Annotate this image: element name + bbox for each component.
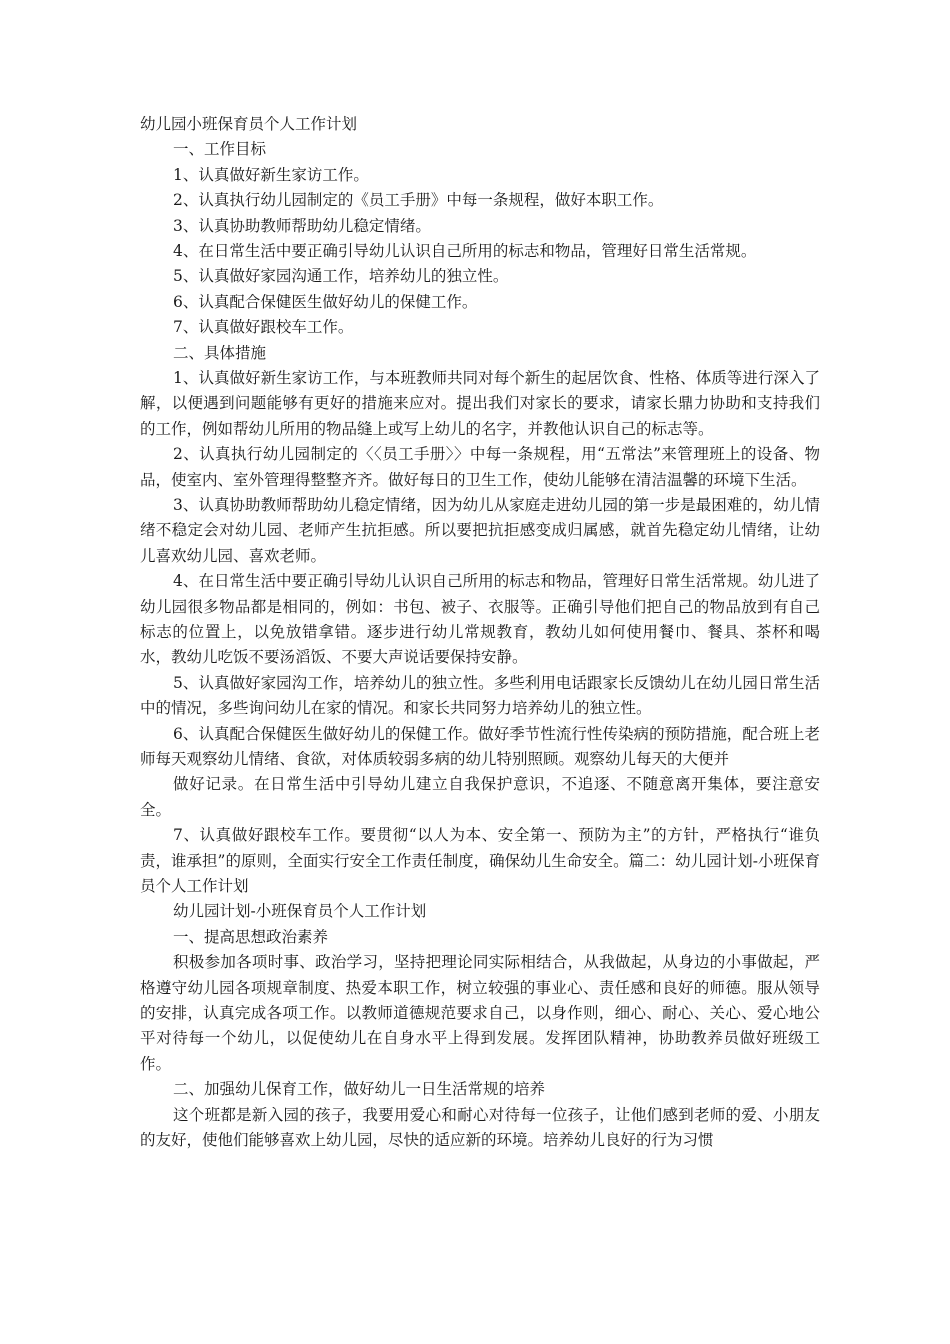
section-heading-goals: 一、工作目标 (173, 140, 267, 159)
goal-item: 7、认真做好跟校车工作。 (173, 318, 354, 337)
document-title: 幼儿园小班保育员个人工作计划 (140, 115, 358, 133)
part2-paragraph-care: 这个班都是新入园的孩子，我要用爱心和耐心对待每一位孩子，让他们感到老师的爱、小朋友的友好，使他们能够喜欢上幼儿园，尽快的适应新的环境。培养幼儿良好的行为习惯 (140, 1105, 820, 1150)
goal-item: 1、认真做好新生家访工作。 (173, 165, 369, 184)
goal-item: 5、认真做好家园沟通工作，培养幼儿的独立性。 (173, 267, 509, 286)
part2-heading-care: 二、加强幼儿保育工作，做好幼儿一日生活常规的培养 (173, 1080, 546, 1099)
measure-paragraph: 2、认真执行幼儿园制定的〈〈员工手册〉〉中每一条规程，用“五常法”来管理班上的设备、物品，使室内、室外管理得整整齐齐。做好每日的卫生工作，使幼儿能够在清洁温馨的环境下生活。 (140, 445, 820, 489)
goal-item: 2、认真执行幼儿园制定的《员工手册》中每一条规程，做好本职工作。 (173, 191, 664, 210)
measure-paragraph: 4、在日常生活中要正确引导幼儿认识自己所用的标志和物品，管理好日常生活常规。幼儿进了幼儿园很多物品都是相同的，例如：书包、被子、衣服等。正确引导他们把自己的物品放到有自己标志的位置上，以免放错拿错。逐步进行幼儿常规教育，教幼儿如何使用餐巾、餐具、茶杯和喝水，教幼儿吃饭不要汤滔饭、不要大声说话要保持安静。 (140, 572, 820, 667)
measure-paragraph: 3、认真协助教师帮助幼儿稳定情绪，因为幼儿从家庭走进幼儿园的第一步是最困难的，幼儿情绪不稳定会对幼儿园、老师产生抗拒感。所以要把抗拒感变成归属感，就首先稳定幼儿情绪，让幼儿喜欢幼儿园、喜欢老师。 (140, 495, 820, 565)
goal-item: 6、认真配合保健医生做好幼儿的保健工作。 (173, 292, 478, 311)
measure-paragraph: 做好记录。在日常生活中引导幼儿建立自我保护意识，不追逐、不随意离开集体，要注意安全。 (140, 775, 820, 819)
part2-paragraph-politics: 积极参加各项时事、政治学习，坚持把理论同实际相结合，从我做起，从身边的小事做起，严格遵守幼儿园各项规章制度、热爱本职工作，树立较强的事业心、责任感和良好的师德。服从领导的安排，认真完成各项工作。以教师道德规范要求自己，以身作则，细心、耐心、关心、爱心地公平对待每一个幼儿，以促使幼儿在自身水平上得到发展。发挥团队精神，协助教养员做好班级工作。 (140, 953, 820, 1073)
measure-paragraph: 1、认真做好新生家访工作，与本班教师共同对每个新生的起居饮食、性格、体质等进行深入了解，以便遇到问题能够有更好的措施来应对。提出我们对家长的要求，请家长鼎力协助和支持我们的工作，例如帮幼儿所用的物品缝上或写上幼儿的名字，并教他认识自己的标志等。 (140, 368, 820, 438)
part2-heading-politics: 一、提高思想政治素养 (173, 927, 329, 946)
section-heading-measures: 二、具体措施 (173, 343, 267, 362)
goal-item: 3、认真协助教师帮助幼儿稳定情绪。 (173, 216, 431, 235)
measure-paragraph: 5、认真做好家园沟工作，培养幼儿的独立性。多些利用电话跟家长反馈幼儿在幼儿园日常生活中的情况，多些询问幼儿在家的情况。和家长共同努力培养幼儿的独立性。 (140, 673, 820, 718)
part2-title: 幼儿园计划-小班保育员个人工作计划 (173, 902, 427, 921)
measure-paragraph: 7、认真做好跟校车工作。要贯彻“以人为本、安全第一、预防为主”的方针，严格执行“谁负责，谁承担”的原则，全面实行安全工作责任制度，确保幼儿生命安全。篇二：幼儿园计划-小班保育员个人工作计划 (140, 826, 820, 896)
document-body (140, 112, 820, 1153)
measure-paragraph: 6、认真配合保健医生做好幼儿的保健工作。做好季节性流行性传染病的预防措施，配合班上老师每天观察幼儿情绪、食欲，对体质较弱多病的幼儿特别照顾。观察幼儿每天的大便并 (140, 724, 820, 768)
goal-item: 4、在日常生活中要正确引导幼儿认识自己所用的标志和物品，管理好日常生活常规。 (173, 241, 757, 260)
